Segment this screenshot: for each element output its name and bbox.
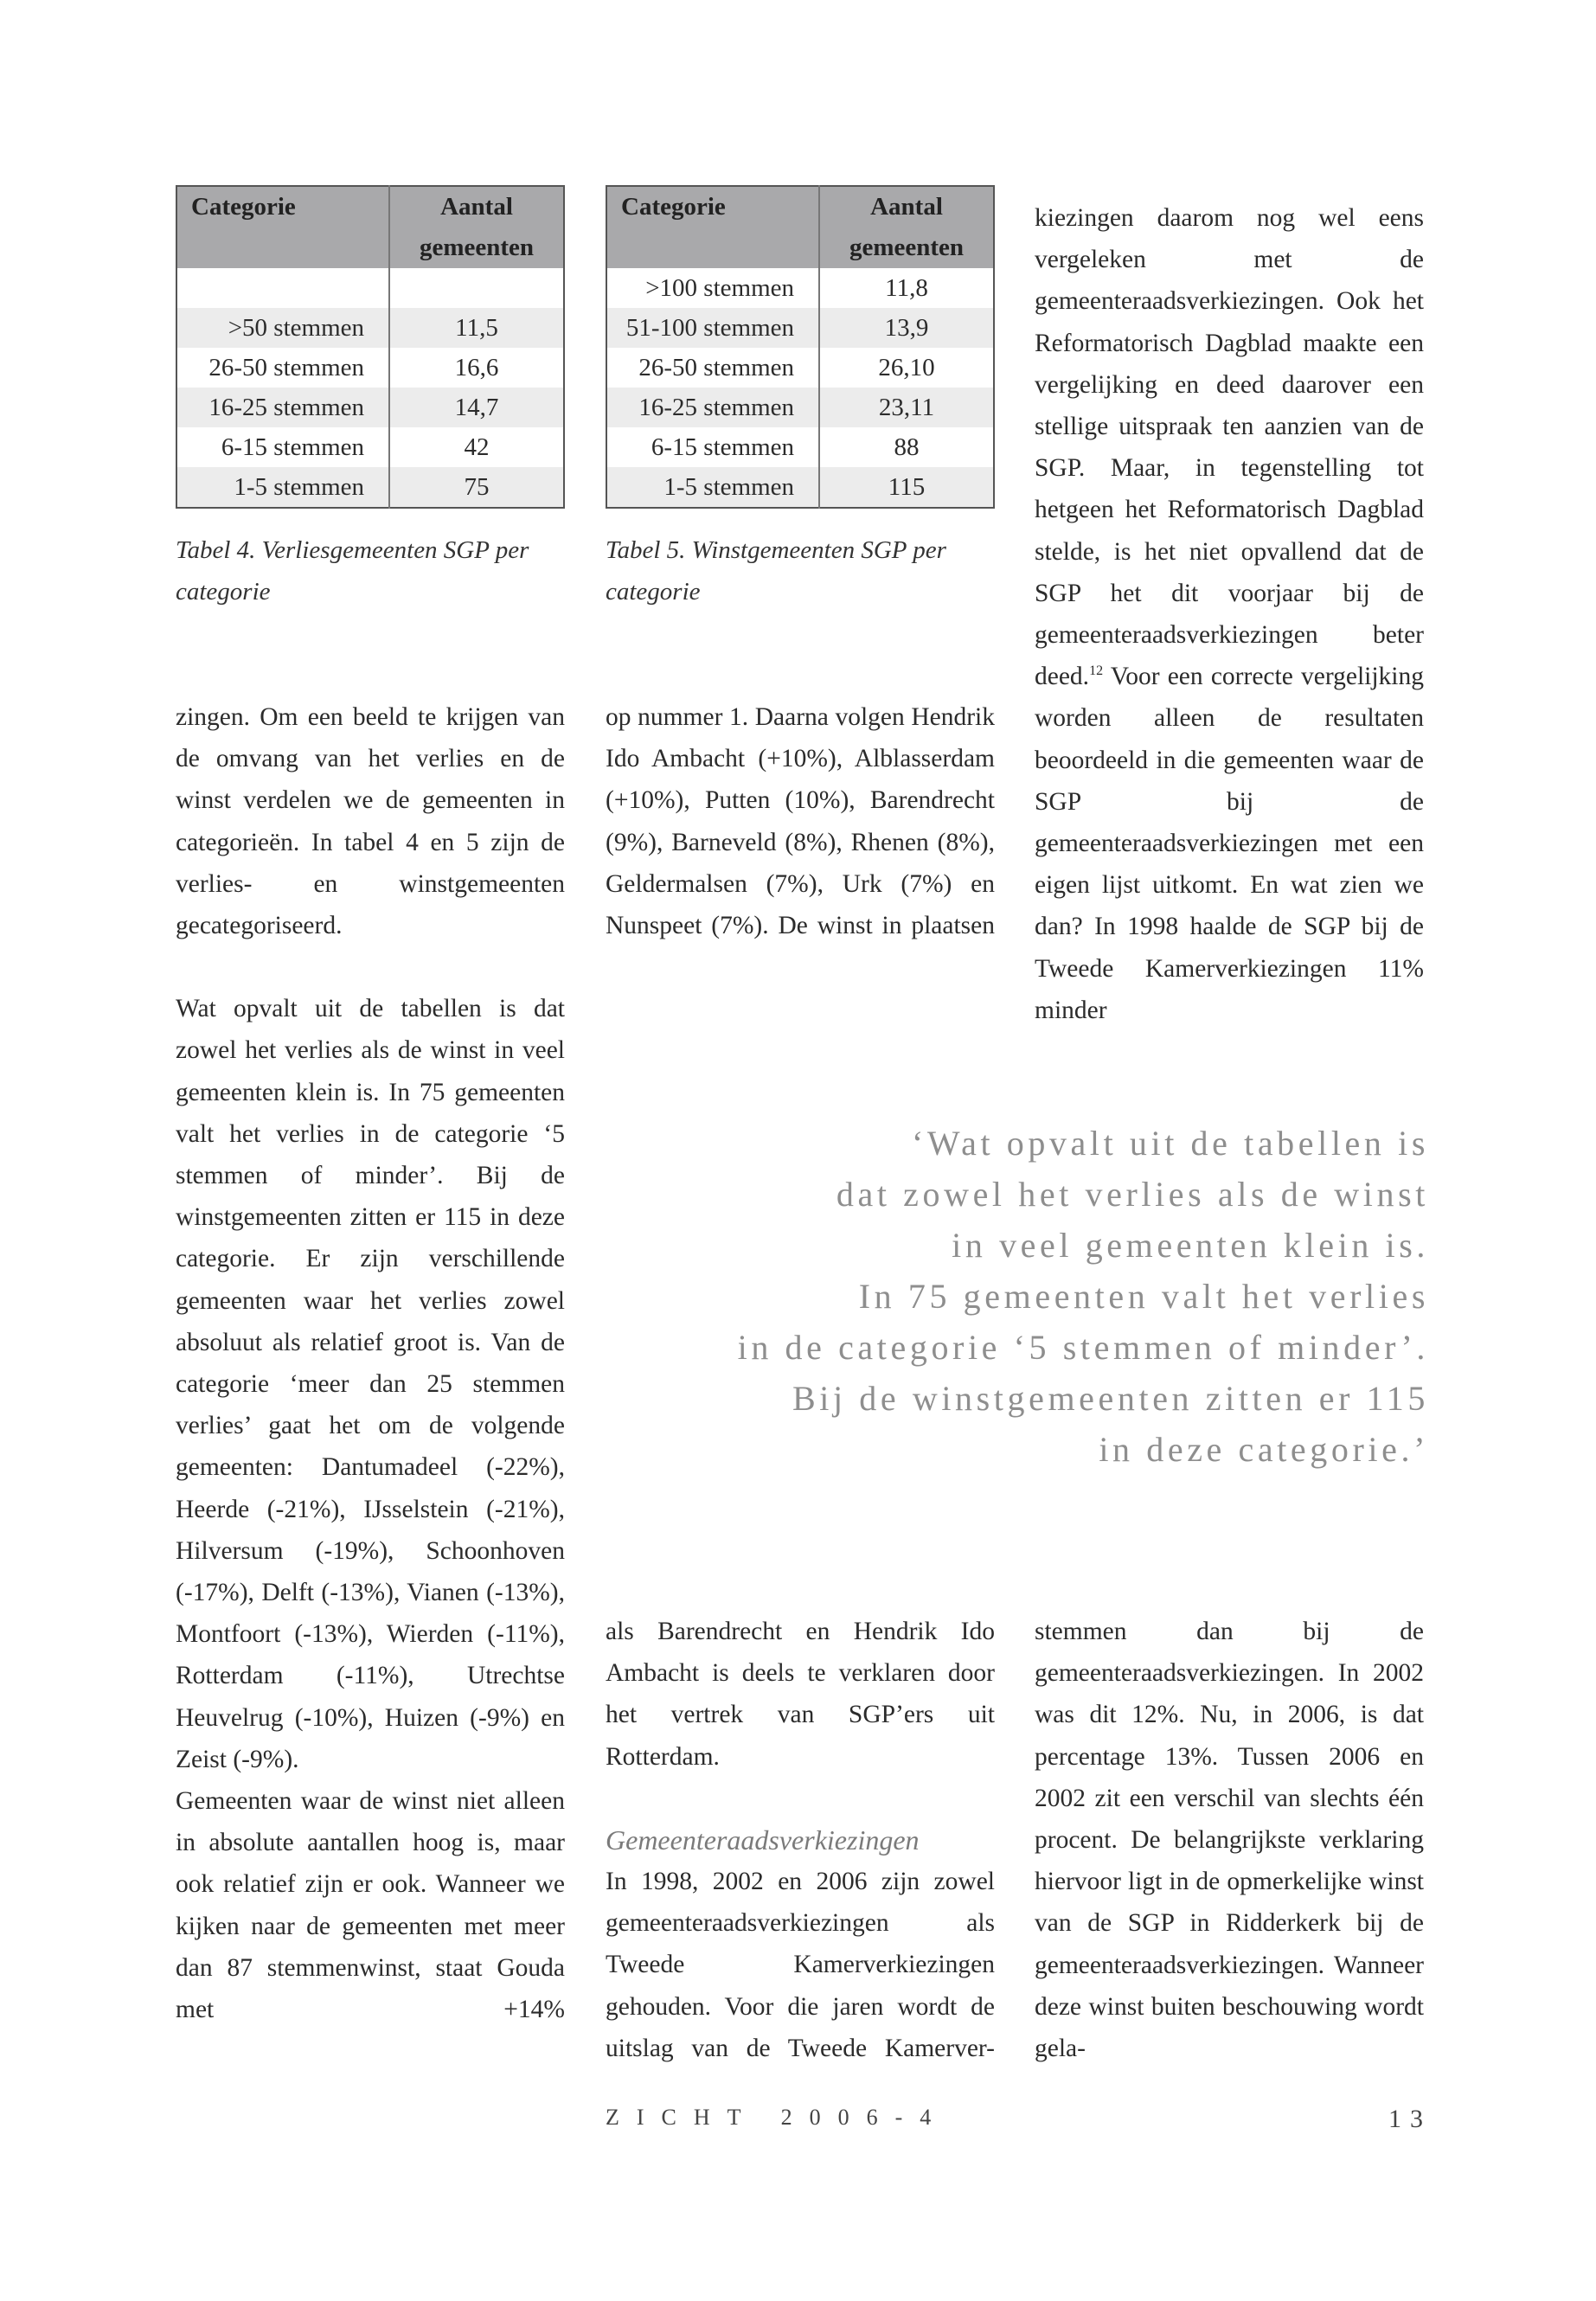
section-subheading: Gemeenteraadsverkiezingen <box>606 1823 920 1856</box>
column-3-upper <box>1035 197 1424 1031</box>
table-4-header-aantal: Aantal <box>389 186 564 227</box>
table-cell <box>176 268 389 308</box>
table-cell: 16,6 <box>389 348 564 388</box>
table-row <box>606 467 994 508</box>
pull-quote-line: Bij de winstgemeenten zitten er 115 <box>792 1379 1429 1418</box>
pull-quote-line: In 75 gemeenten valt het verlies <box>858 1277 1429 1316</box>
table-4 <box>176 185 565 509</box>
table-cell: 1-5 stemmen <box>606 467 819 508</box>
table-row <box>606 388 994 427</box>
pull-quote-line: ‘Wat opvalt uit de tabellen is <box>912 1124 1429 1163</box>
table-4-caption <box>176 529 565 612</box>
caption-line: Tabel 5. Winstgemeenten SGP per <box>606 536 946 564</box>
table-row <box>176 427 564 467</box>
table-cell: 26-50 stemmen <box>176 348 389 388</box>
table-4-header-categorie: Categorie <box>176 186 389 227</box>
table-cell <box>389 268 564 308</box>
table-cell: 42 <box>389 427 564 467</box>
pull-quote-line: in veel gemeenten klein is. <box>952 1226 1429 1265</box>
table-cell: 23,11 <box>819 388 994 427</box>
table-cell: 6-15 stemmen <box>176 427 389 467</box>
pull-quote-line: in deze categorie.’ <box>1099 1430 1429 1469</box>
table-5-header-aantal: Aantal <box>819 186 994 227</box>
table-cell: 75 <box>389 467 564 508</box>
body-paragraph: als Barendrecht en Hendrik Ido Ambacht is deels te verklaren door het vertrek van SGP’ers uit Rotterdam. <box>606 1618 995 1771</box>
table-row <box>176 268 564 308</box>
column-2-lower <box>606 1611 995 2069</box>
table-cell: 11,8 <box>819 268 994 308</box>
table-4-header-gemeenten: gemeenten <box>389 227 564 268</box>
table-5-header-gemeenten: gemeenten <box>819 227 994 268</box>
table-row <box>606 348 994 388</box>
table-cell: 16-25 stemmen <box>176 388 389 427</box>
table-cell: 26,10 <box>819 348 994 388</box>
table-row <box>176 467 564 508</box>
table-5 <box>606 185 995 509</box>
table-cell: 13,9 <box>819 308 994 348</box>
table-cell: 6-15 stemmen <box>606 427 819 467</box>
table-5-caption <box>606 529 995 612</box>
table-row <box>606 427 994 467</box>
table-cell: 88 <box>819 427 994 467</box>
body-paragraph: Wat opvalt uit de tabellen is dat zowel het verlies als de winst in veel gemeenten klein is. In 75 gemeenten valt het verlies in de categorie ‘5 stemmen of minder’. Bij de winstgemeenten zitten er 115 in deze categorie. Er zijn verschillende gemeenten waar het verlies zowel absoluut als relatief groot is. Van de categorie ‘meer dan 25 stemmen verlies’ gaat het om de volgende gemeenten: Dantumadeel (-22%), Heerde (-21%), IJsselstein (-21%), Hilversum (-19%), Schoonhoven (-17%), Delft (-13%), Vianen (-13%), Montfoort (-13%), Wierden (-11%), Rotterdam (-11%), Utrechtse Heuvelrug (-10%), Huizen (-9%) en Zeist (-9%). <box>176 995 565 1773</box>
pull-quote-line: dat zowel het verlies als de winst <box>836 1175 1429 1214</box>
table-cell: 26-50 stemmen <box>606 348 819 388</box>
table-cell: 16-25 stemmen <box>606 388 819 427</box>
table-row <box>606 268 994 308</box>
body-paragraph: op nummer 1. Daarna volgen Hendrik Ido Ambacht (+10%), Alblasserdam (+10%), Putten (10%), Barendrecht (9%), Barneveld (8%), Rhenen (8%), Geldermalsen (7%), Urk (7%) en Nunspeet (7%). De winst in plaatsen <box>606 703 995 940</box>
body-paragraph: stemmen dan bij de gemeenteraadsverkiezingen. In 2002 was dit 12%. Nu, in 2006, is dat percentage 13%. Tussen 2006 en 2002 zit een verschil van slechts één procent. De belangrijkste verklaring hiervoor ligt in de opmerkelijke winst van de SGP in Ridderkerk bij de gemeenteraadsverkiezingen. Wanneer deze winst buiten beschouwing wordt gela- <box>1035 1618 1424 2063</box>
table-row <box>176 348 564 388</box>
body-paragraph: In 1998, 2002 en 2006 zijn zowel gemeenteraadsverkiezingen als Tweede Kamerverkiezingen gehouden. Voor die jaren wordt de uitslag van de Tweede Kamerver- <box>606 1868 995 2062</box>
pull-quote-line: in de categorie ‘5 stemmen of minder’. <box>737 1328 1429 1367</box>
column-1 <box>176 696 565 2030</box>
table-cell: >50 stemmen <box>176 308 389 348</box>
body-text: kiezingen daarom nog wel eens vergeleken met de gemeenteraadsverkiezingen. Ook het Reformatorisch Dagblad maakte een vergelijking en deed daarover een stellige uitspraak ten aanzien van de SGP. Maar, in tegenstelling tot hetgeen het Reformatorisch Dagblad stelde, is het niet opvallend dat de SGP het dit voorjaar bij de gemeenteraadsverkiezingen beter deed. <box>1035 204 1424 691</box>
body-paragraph: zingen. Om een beeld te krijgen van de omvang van het verlies en de winst verdelen we de gemeenten in categorieën. In tabel 4 en 5 zijn de verlies- en winstgemeenten gecategoriseerd. <box>176 703 565 940</box>
body-paragraph <box>1035 197 1424 1031</box>
pull-quote <box>606 1118 1429 1475</box>
page-number: 13 <box>1388 2105 1432 2133</box>
table-5-header-blank <box>606 227 819 268</box>
table-cell: 14,7 <box>389 388 564 427</box>
caption-line: Tabel 4. Verliesgemeenten SGP per <box>176 536 529 564</box>
footnote-reference: 12 <box>1089 663 1104 679</box>
table-5-header-categorie: Categorie <box>606 186 819 227</box>
caption-line: categorie <box>176 578 271 606</box>
column-3-lower <box>1035 1611 1424 2069</box>
table-row <box>176 308 564 348</box>
column-2-upper <box>606 696 995 946</box>
table-cell: 1-5 stemmen <box>176 467 389 508</box>
caption-line: categorie <box>606 578 701 606</box>
table-cell: >100 stemmen <box>606 268 819 308</box>
body-text: Voor een correcte vergelijking worden alleen de resultaten beoordeeld in die gemeenten waar de SGP bij de gemeenteraadsverkiezingen met een eigen lijst uitkomt. En wat zien we dan? In 1998 haalde de SGP bij de Tweede Kamerverkiezingen 11% minder <box>1035 663 1424 1024</box>
body-paragraph: Gemeenten waar de winst niet alleen in absolute aantallen hoog is, maar ook relatief zijn er ook. Wanneer we kijken naar de gemeenten met meer dan 87 stemmenwinst, staat Gouda met +14% <box>176 1787 565 2024</box>
table-cell: 115 <box>819 467 994 508</box>
table-4-header-blank <box>176 227 389 268</box>
table-cell: 51-100 stemmen <box>606 308 819 348</box>
table-cell: 11,5 <box>389 308 564 348</box>
table-row <box>606 308 994 348</box>
table-row <box>176 388 564 427</box>
footer-journal-issue: ZICHT 2006-4 <box>606 2105 949 2130</box>
